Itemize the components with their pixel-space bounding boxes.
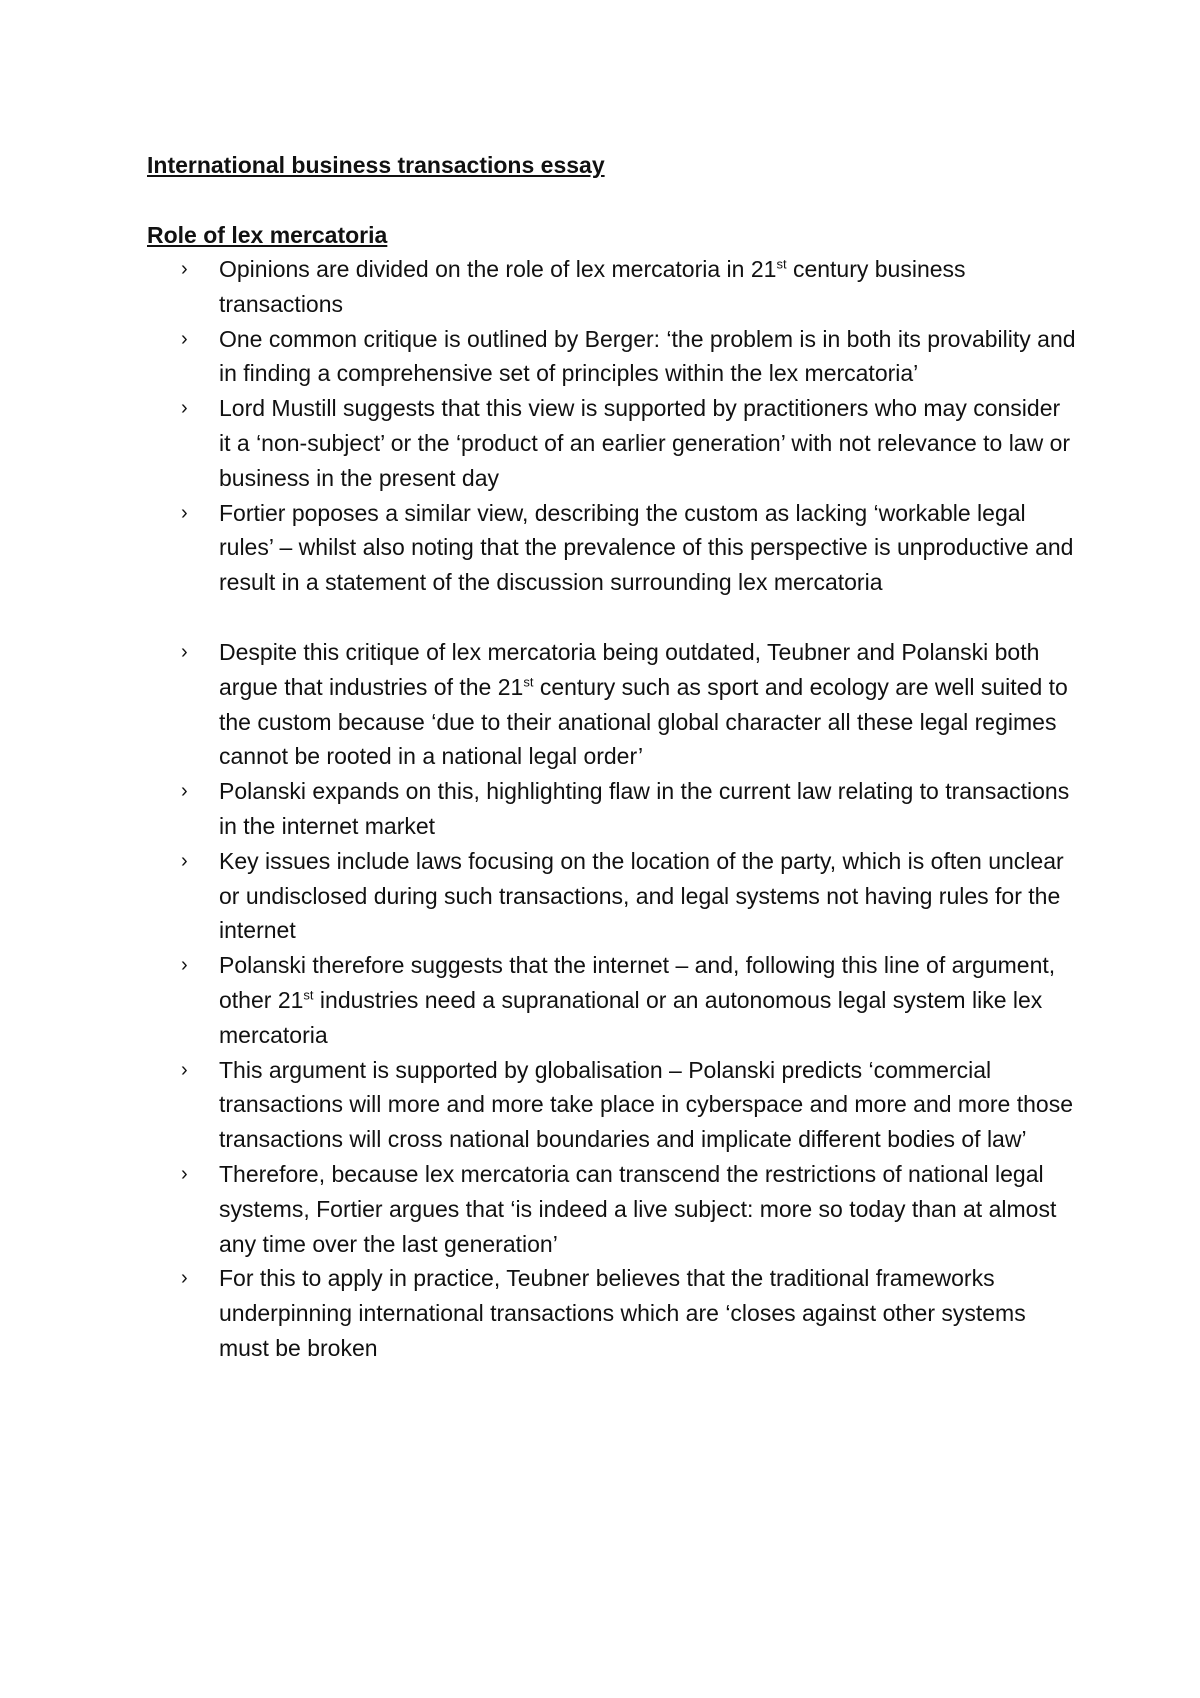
list-item: › Lord Mustill suggests that this view is supported by practitioners who may consider it a ‘non-subject’ or the ‘product of an earlier generation’ with not relevance to law or business in the present day: [147, 391, 1077, 495]
chevron-right-icon: ›: [181, 780, 188, 803]
chevron-right-icon: ›: [181, 258, 188, 280]
list-item: › Fortier poposes a similar view, describing the custom as lacking ‘workable legal rules’ – whilst also noting that the prevalence of this perspective is unproductive and result in a statement of the discussion surrounding lex mercatoria: [147, 496, 1077, 600]
chevron-right-icon: ›: [181, 327, 188, 350]
list-item: › One common critique is outlined by Berger: ‘the problem is in both its provability and in finding a comprehensive set of principles within the lex mercatoria’: [147, 322, 1077, 392]
chevron-right-icon: ›: [181, 501, 188, 524]
bullet-list: [147, 252, 1077, 1366]
chevron-right-icon: ›: [181, 1162, 188, 1185]
list-item: › Polanski expands on this, highlighting flaw in the current law relating to transactions in the internet market: [147, 774, 1077, 844]
chevron-right-icon: ›: [181, 954, 188, 977]
list-item: › Key issues include laws focusing on the location of the party, which is often unclear or undisclosed during such transactions, and legal systems not having rules for the internet: [147, 844, 1077, 948]
list-item: › Therefore, because lex mercatoria can transcend the restrictions of national legal systems, Fortier argues that ‘is indeed a live subject: more so today than at almost any time over the last generation’: [147, 1157, 1077, 1261]
chevron-right-icon: ›: [181, 1058, 188, 1081]
list-item: › For this to apply in practice, Teubner believes that the traditional frameworks underpinning international transactions which are ‘closes against other systems must be broken: [147, 1261, 1077, 1365]
list-item: › This argument is supported by globalisation – Polanski predicts ‘commercial transactions will more and more take place in cyberspace and more and more those transactions will cross national boundaries and implicate different bodies of law’: [147, 1053, 1077, 1157]
chevron-right-icon: ›: [181, 1267, 188, 1290]
list-item: › Despite this critique of lex mercatoria being outdated, Teubner and Polanski both argue that industries of the 21st century such as sport and ecology are well suited to the custom because ‘due to their anational global character all these legal regimes cannot be rooted in a national legal order’: [147, 635, 1077, 774]
chevron-right-icon: ›: [181, 640, 188, 663]
chevron-right-icon: ›: [181, 849, 188, 872]
section-heading: Role of lex mercatoria: [147, 222, 388, 248]
document-page: [147, 148, 1077, 1366]
list-item: › Opinions are divided on the role of lex mercatoria in 21st century business transactions: [147, 252, 1077, 322]
document-title: International business transactions essay: [147, 152, 605, 178]
list-item: › Polanski therefore suggests that the internet – and, following this line of argument, other 21st industries need a supranational or an autonomous legal system like lex mercatoria: [147, 948, 1077, 1052]
chevron-right-icon: ›: [181, 397, 188, 420]
